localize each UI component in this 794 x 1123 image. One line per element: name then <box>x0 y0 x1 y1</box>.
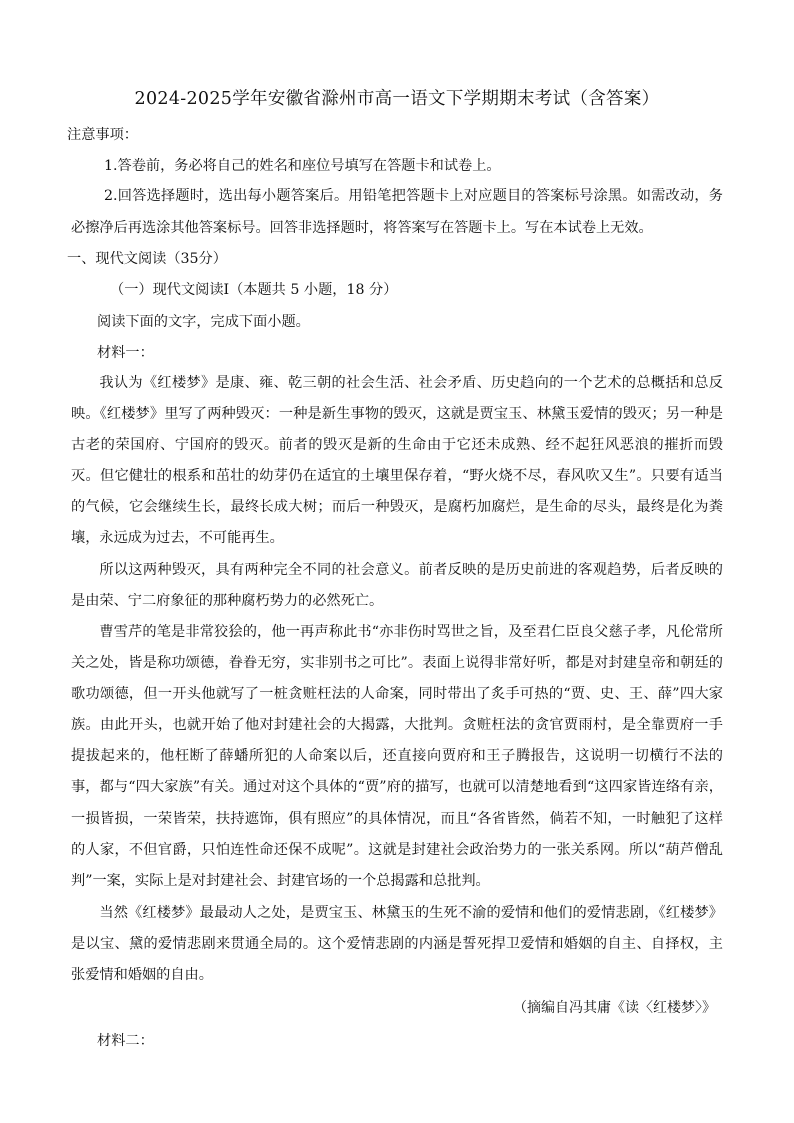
subsection-heading: （一）现代文阅读Ⅰ（本题共 5 小题，18 分） <box>110 282 398 298</box>
material-1-paragraph: 当然《红楼梦》最最动人之处，是贾宝玉、林黛玉的生死不渝的爱情和他们的爱情悲剧，《红楼梦》是以宝、黛的爱情悲剧来贯通全局的。这个爱情悲剧的内涵是誓死捍卫爱情和婚姻的自主、自择权，主张爱情和婚姻的自由。 <box>71 905 723 984</box>
reading-instruction: 阅读下面的文字，完成下面小题。 <box>97 314 310 330</box>
material-1-paragraph: 曹雪芹的笔是非常狡狯的，他一再声称此书“亦非伤时骂世之旨，及至君仁臣良父慈子孝，凡伦常所关之处，皆是称功颂德，眷眷无穷，实非别书之可比”。表面上说得非常好听，都是对封建皇帝和朝廷的歌功颂德，但一开头他就写了一桩贪赃枉法的人命案，同时带出了炙手可热的“贾、史、王、薛”四大家族。由此开头，也就开始了他对封建社会的大揭露，大批判。贪赃枉法的贪官贾雨村，是全靠贾府一手提拔起来的，他枉断了薛蟠所犯的人命案以后，还直接向贾府和王子腾报告，这说明一切横行不法的事，都与“四大家族”有关。通过对这个具体的“贾”府的描写，也就可以清楚地看到“这四家皆连络有亲，一损皆损，一荣皆荣，扶持遮饰，俱有照应”的具体情况，而且“各省皆然，倘若不知，一时触犯了这样的人家，不但官爵，只怕连性命还保不成呢”。这就是封建社会政治势力的一张关系网。所以“葫芦僧乱判”一案，实际上是对封建社会、封建官场的一个总揭露和总批判。 <box>71 624 723 889</box>
section-heading: 一、现代文阅读（35分） <box>67 251 227 267</box>
document-title: 2024-2025学年安徽省滁州市高一语文下学期期末考试（含答案） <box>134 89 660 109</box>
material-1-paragraph: 所以这两种毁灭，具有两种完全不同的社会意义。前者反映的是历史前进的客观趋势，后者反映的是由荣、宁二府象征的那种腐朽势力的必然死亡。 <box>71 562 723 610</box>
notice-item-2: 2.回答选择题时，选出每小题答案后。用铅笔把答题卡上对应题目的答案标号涂黑。如需改动，务必擦净后再选涂其他答案标号。回答非选择题时，将答案写在答题卡上。写在本试卷上无效。 <box>71 188 723 236</box>
notice-item-1: 1.答卷前，务必将自己的姓名和座位号填写在答题卡和试卷上。 <box>104 158 501 174</box>
notice-heading: 注意事项： <box>67 127 138 143</box>
material-2-label: 材料二： <box>97 1033 154 1049</box>
material-1-source: （摘编自冯其庸《读〈红楼梦〉》 <box>513 1000 716 1016</box>
material-1-label: 材料一： <box>97 345 154 361</box>
material-1-paragraph: 我认为《红楼梦》是康、雍、乾三朝的社会生活、社会矛盾、历史趋向的一个艺术的总概括和总反映。《红楼梦》里写了两种毁灭：一种是新生事物的毁灭，这就是贾宝玉、林黛玉爱情的毁灭；另一种是古老的荣国府、宁国府的毁灭。前者的毁灭是新的生命由于它还未成熟、经不起狂风恶浪的摧折而毁灭。但它健壮的根系和茁壮的幼芽仍在适宜的土壤里保存着，“野火烧不尽，春风吹又生”。只要有适当的气候，它会继续生长，最终长成大树；而后一种毁灭，是腐朽加腐烂，是生命的尽头，最终是化为粪壤，永远成为过去，不可能再生。 <box>71 375 723 547</box>
